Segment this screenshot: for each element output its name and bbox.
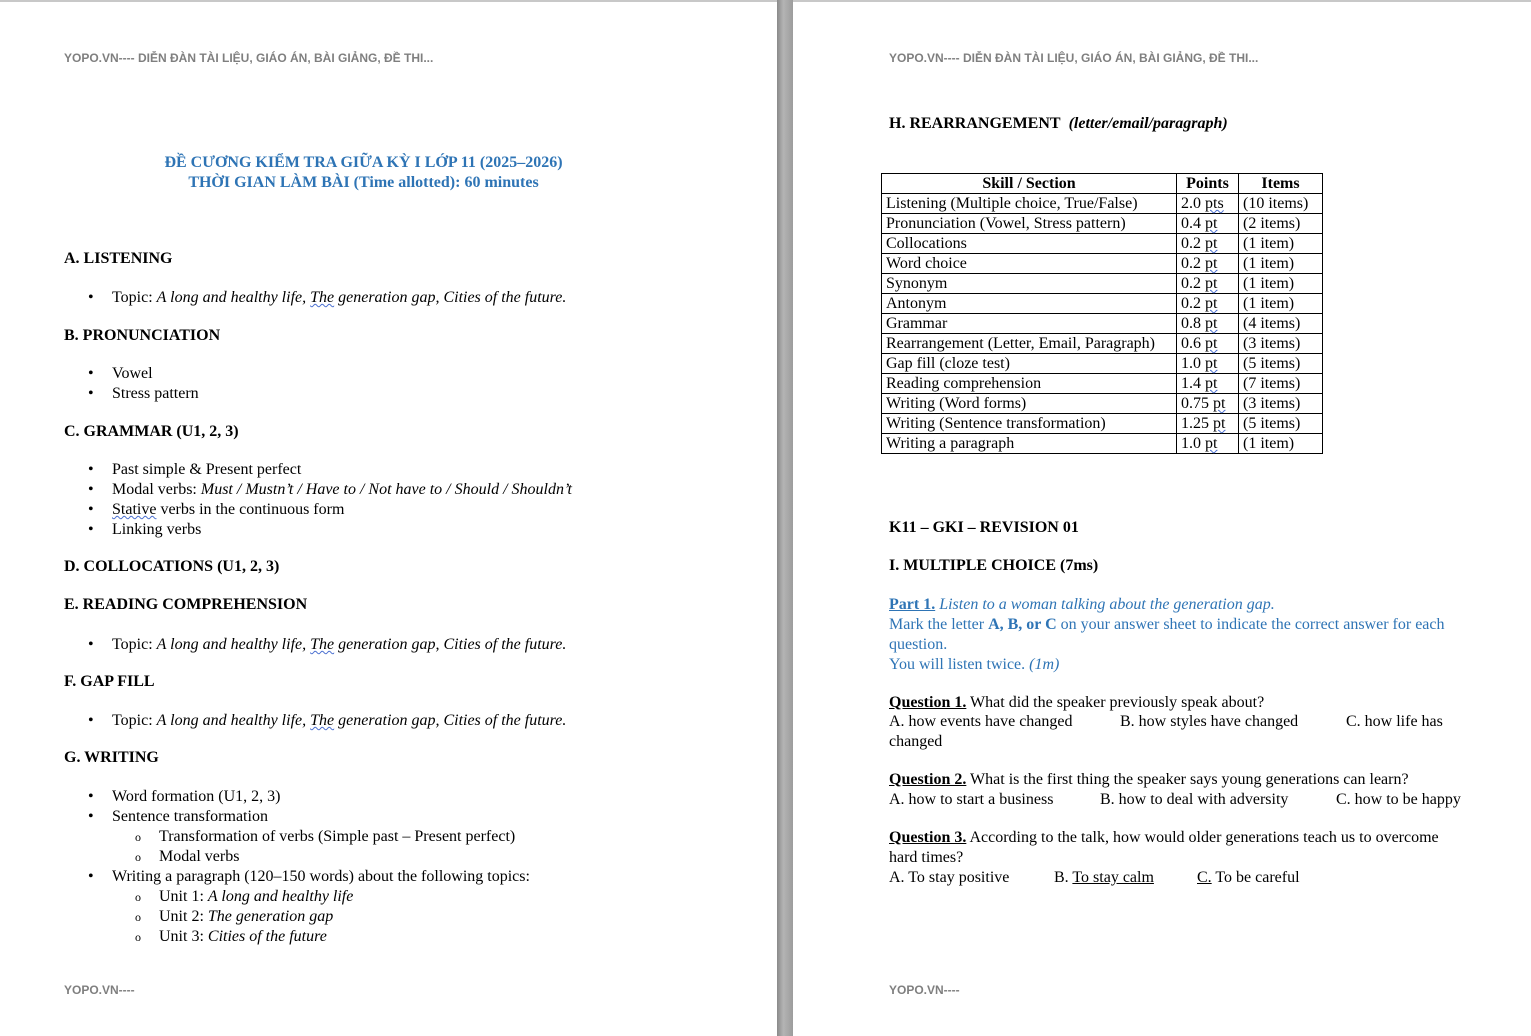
sub-list-item: o Unit 1: A long and healthy life bbox=[159, 887, 530, 907]
question-3-option-b[interactable]: B. To stay calm bbox=[1054, 869, 1154, 886]
table-row bbox=[882, 374, 1323, 394]
skills-points-table bbox=[881, 173, 1323, 454]
points-cell: 0.2 pt bbox=[1177, 254, 1239, 274]
page-top-border bbox=[793, 0, 1531, 2]
list-item: • Stative verbs in the continuous form bbox=[112, 500, 572, 520]
items-cell: (1 item) bbox=[1239, 434, 1323, 454]
items-cell: (1 item) bbox=[1239, 234, 1323, 254]
section-heading-reading: E. READING COMPREHENSION bbox=[64, 596, 308, 613]
items-cell: (1 item) bbox=[1239, 294, 1323, 314]
items-cell: (3 items) bbox=[1239, 334, 1323, 354]
revision-title: K11 – GKI – REVISION 01 bbox=[889, 519, 1079, 536]
question-1-option-a[interactable]: A. how events have changed bbox=[889, 713, 1073, 730]
table-row bbox=[882, 434, 1323, 454]
table-row bbox=[882, 194, 1323, 214]
table-body bbox=[882, 194, 1323, 454]
skill-cell: Synonym bbox=[882, 274, 1177, 294]
items-cell: (5 items) bbox=[1239, 414, 1323, 434]
sub-list-item: o Unit 2: The generation gap bbox=[159, 907, 530, 927]
list-item: • Past simple & Present perfect bbox=[112, 460, 572, 480]
skill-cell: Listening (Multiple choice, True/False) bbox=[882, 194, 1177, 214]
part1-instruction-line2: Mark the letter A, B, or C on your answer sheet to indicate the correct answer for each bbox=[889, 616, 1445, 633]
points-cell: 1.0 pt bbox=[1177, 434, 1239, 454]
list-item: • Modal verbs: Must / Mustn’t / Have to / Not have to / Should / Shouldn’t bbox=[112, 480, 572, 500]
items-cell: (5 items) bbox=[1239, 354, 1323, 374]
list-item: • Writing a paragraph (120–150 words) about the following topics: bbox=[112, 867, 530, 887]
points-cell: 1.0 pt bbox=[1177, 354, 1239, 374]
question-3-stem: Question 3. According to the talk, how would older generations teach us to overcome bbox=[889, 829, 1439, 846]
question-3-stem-continued: hard times? bbox=[889, 849, 964, 866]
question-1-stem: Question 1. What did the speaker previously speak about? bbox=[889, 694, 1265, 711]
list-item: • Stress pattern bbox=[112, 384, 199, 404]
part-heading: I. MULTIPLE CHOICE (7ms) bbox=[889, 557, 1099, 574]
table-row bbox=[882, 254, 1323, 274]
question-2-option-a[interactable]: A. how to start a business bbox=[889, 791, 1054, 808]
section-heading-rearrangement: H. REARRANGEMENT (letter/email/paragraph) bbox=[889, 115, 1228, 132]
question-1-option-b[interactable]: B. how styles have changed bbox=[1120, 713, 1299, 730]
question-2-option-b[interactable]: B. how to deal with adversity bbox=[1100, 791, 1289, 808]
list-item: • Linking verbs bbox=[112, 520, 572, 540]
sub-list-item: o Modal verbs bbox=[159, 847, 530, 867]
question-1-option-c-continued: changed bbox=[889, 733, 943, 750]
list-item: • Word formation (U1, 2, 3) bbox=[112, 787, 530, 807]
points-cell: 0.2 pt bbox=[1177, 294, 1239, 314]
page-header: YOPO.VN---- DIỄN ĐÀN TÀI LIỆU, GIÁO ÁN, BÀI GIẢNG, ĐỀ THI... bbox=[64, 51, 434, 65]
part1-instruction-line4: You will listen twice. (1m) bbox=[889, 656, 1060, 673]
section-heading-gap-fill: F. GAP FILL bbox=[64, 673, 155, 690]
question-1-option-c[interactable]: C. how life has bbox=[1346, 713, 1443, 730]
sub-list-item: o Unit 3: Cities of the future bbox=[159, 927, 530, 947]
items-cell: (7 items) bbox=[1239, 374, 1323, 394]
points-cell: 0.2 pt bbox=[1177, 234, 1239, 254]
section-heading-grammar: C. GRAMMAR (U1, 2, 3) bbox=[64, 423, 239, 440]
writing-list bbox=[112, 787, 530, 947]
skill-cell: Antonym bbox=[882, 294, 1177, 314]
skill-cell: Writing (Word forms) bbox=[882, 394, 1177, 414]
question-2-option-c[interactable]: C. how to be happy bbox=[1336, 791, 1461, 808]
table-row bbox=[882, 294, 1323, 314]
section-heading-pronunciation: B. PRONUNCIATION bbox=[64, 327, 221, 344]
question-3-option-c[interactable]: C. To be careful bbox=[1197, 869, 1300, 886]
skill-cell: Gap fill (cloze test) bbox=[882, 354, 1177, 374]
list-item: • Topic: A long and healthy life, The generation gap, Cities of the future. bbox=[112, 288, 566, 308]
list-item: • Topic: A long and healthy life, The generation gap, Cities of the future. bbox=[112, 711, 566, 731]
part1-instruction-line1: Part 1. Listen to a woman talking about the generation gap. bbox=[889, 596, 1275, 613]
table-row bbox=[882, 274, 1323, 294]
column-header-skill: Skill / Section bbox=[882, 174, 1177, 194]
points-cell: 1.4 pt bbox=[1177, 374, 1239, 394]
skill-cell: Pronunciation (Vowel, Stress pattern) bbox=[882, 214, 1177, 234]
document-title: ĐỀ CƯƠNG KIỂM TRA GIỮA KỲ I LỚP 11 (2025–2026) bbox=[164, 154, 563, 171]
skill-cell: Reading comprehension bbox=[882, 374, 1177, 394]
points-cell: 0.75 pt bbox=[1177, 394, 1239, 414]
question-3-option-a[interactable]: A. To stay positive bbox=[889, 869, 1010, 886]
pronunciation-list bbox=[112, 364, 199, 404]
points-cell: 0.6 pt bbox=[1177, 334, 1239, 354]
skill-cell: Grammar bbox=[882, 314, 1177, 334]
items-cell: (4 items) bbox=[1239, 314, 1323, 334]
document-subtitle: THỜI GIAN LÀM BÀI (Time allotted): 60 minutes bbox=[188, 174, 539, 191]
page-footer: YOPO.VN---- bbox=[64, 983, 135, 997]
skill-cell: Rearrangement (Letter, Email, Paragraph) bbox=[882, 334, 1177, 354]
table-row bbox=[882, 214, 1323, 234]
points-cell: 1.25 pt bbox=[1177, 414, 1239, 434]
items-cell: (2 items) bbox=[1239, 214, 1323, 234]
grammar-list bbox=[112, 460, 572, 540]
points-cell: 0.2 pt bbox=[1177, 274, 1239, 294]
table-header-row bbox=[882, 174, 1323, 194]
table-row bbox=[882, 354, 1323, 374]
list-item: • Vowel bbox=[112, 364, 199, 384]
page-footer: YOPO.VN---- bbox=[889, 983, 960, 997]
table-row bbox=[882, 414, 1323, 434]
items-cell: (1 item) bbox=[1239, 254, 1323, 274]
items-cell: (10 items) bbox=[1239, 194, 1323, 214]
items-cell: (1 item) bbox=[1239, 274, 1323, 294]
gap-fill-list bbox=[112, 711, 566, 731]
skill-cell: Collocations bbox=[882, 234, 1177, 254]
list-item: • Topic: A long and healthy life, The generation gap, Cities of the future. bbox=[112, 635, 566, 655]
points-cell: 0.4 pt bbox=[1177, 214, 1239, 234]
table-row bbox=[882, 314, 1323, 334]
page-header: YOPO.VN---- DIỄN ĐÀN TÀI LIỆU, GIÁO ÁN, BÀI GIẢNG, ĐỀ THI... bbox=[889, 51, 1259, 65]
points-cell: 0.8 pt bbox=[1177, 314, 1239, 334]
listening-list bbox=[112, 288, 566, 308]
reading-list bbox=[112, 635, 566, 655]
points-cell: 2.0 pts bbox=[1177, 194, 1239, 214]
list-item: • Sentence transformation bbox=[112, 807, 530, 827]
column-header-points: Points bbox=[1177, 174, 1239, 194]
sub-list-item: o Transformation of verbs (Simple past – Present perfect) bbox=[159, 827, 530, 847]
skill-cell: Writing a paragraph bbox=[882, 434, 1177, 454]
skill-cell: Writing (Sentence transformation) bbox=[882, 414, 1177, 434]
skill-cell: Word choice bbox=[882, 254, 1177, 274]
table-row bbox=[882, 334, 1323, 354]
table-row bbox=[882, 394, 1323, 414]
section-heading-writing: G. WRITING bbox=[64, 749, 159, 766]
table-row bbox=[882, 234, 1323, 254]
document-page-right bbox=[793, 0, 1531, 1036]
section-heading-collocations: D. COLLOCATIONS (U1, 2, 3) bbox=[64, 558, 280, 575]
page-gutter bbox=[777, 0, 793, 1036]
column-header-items: Items bbox=[1239, 174, 1323, 194]
question-2-stem: Question 2. What is the first thing the speaker says young generations can learn? bbox=[889, 771, 1409, 788]
section-heading-listening: A. LISTENING bbox=[64, 250, 173, 267]
part1-instruction-line3: question. bbox=[889, 636, 948, 653]
page-top-border bbox=[0, 0, 777, 2]
items-cell: (3 items) bbox=[1239, 394, 1323, 414]
